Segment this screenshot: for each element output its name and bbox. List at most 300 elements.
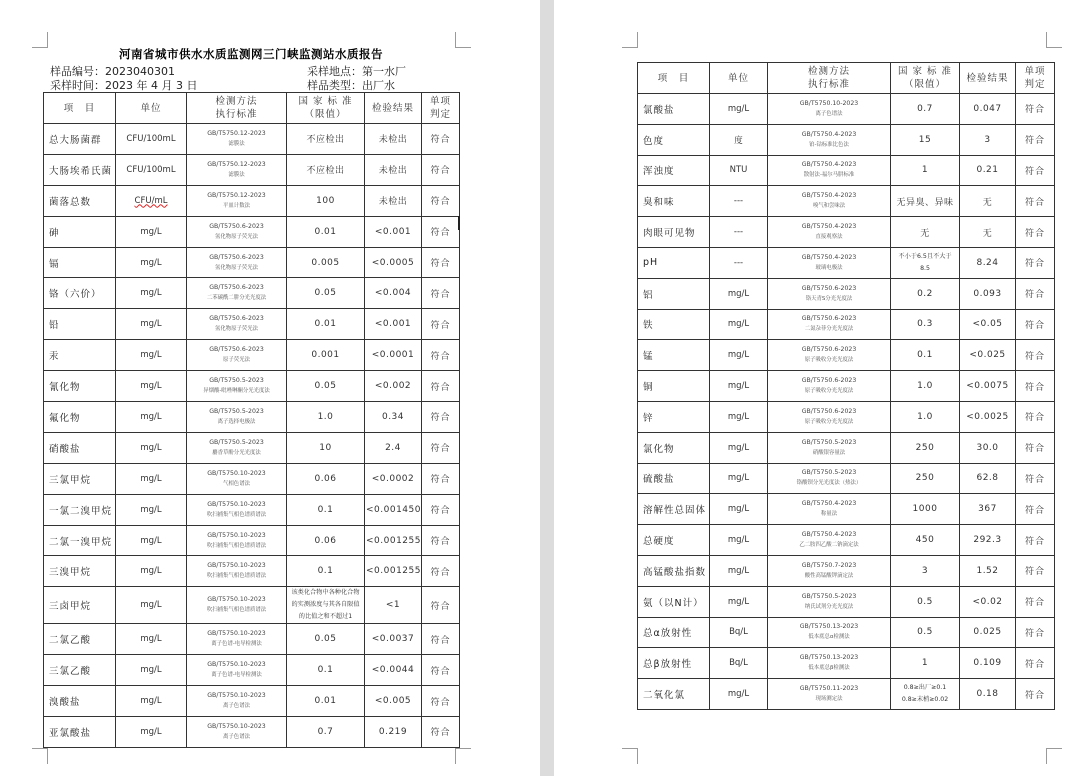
table-row — [44, 402, 460, 433]
table-row — [44, 556, 460, 587]
table-row — [638, 648, 1055, 679]
method-cell — [768, 586, 891, 617]
item-name-cell: 铝 — [638, 278, 710, 309]
result-cell: <0.001255 — [365, 525, 422, 556]
method-standard: GB/T5750.10-2023 — [207, 596, 266, 604]
unit-cell: --- — [710, 217, 768, 248]
verdict-cell: 符合 — [1016, 401, 1055, 432]
unit-cell: mg/L — [710, 679, 768, 710]
item-name-cell: 硫酸盐 — [638, 463, 710, 494]
verdict-cell: 符合 — [422, 278, 460, 309]
method-name: 铬天青S分光光度法 — [805, 295, 853, 302]
method-standard: GB/T5750.10-2023 — [207, 562, 266, 570]
limit-cell: 15 — [891, 124, 960, 155]
result-cell: <0.001255 — [365, 556, 422, 587]
table-row — [638, 494, 1055, 525]
limit-cell: 0.3 — [891, 309, 960, 340]
method-name: 氢化物原子荧光法 — [214, 264, 259, 271]
item-name-cell: 三氯乙酸 — [44, 655, 116, 686]
result-cell: <0.0001 — [365, 340, 422, 371]
unit-cell: mg/L — [710, 371, 768, 402]
method-name: 称量法 — [820, 511, 838, 518]
unit-cell: mg/L — [710, 555, 768, 586]
method-name: 纳氏试剂分光光度法 — [804, 603, 854, 610]
item-name-cell: 总大肠菌群 — [44, 124, 116, 155]
table-row — [638, 555, 1055, 586]
sample-number-value: 2023040301 — [105, 65, 175, 78]
unit-cell: mg/L — [710, 525, 768, 556]
unit-cell: mg/L — [116, 587, 187, 624]
method-cell — [187, 154, 287, 185]
method-name: 滤膜法 — [228, 140, 245, 147]
limit-cell: 0.2 — [891, 278, 960, 309]
unit-cell: CFU/mL — [116, 185, 187, 216]
unit-cell: mg/L — [116, 309, 187, 340]
table-header-row — [638, 63, 1055, 94]
verdict-cell: 符合 — [422, 556, 460, 587]
method-standard: GB/T5750.12-2023 — [207, 160, 266, 168]
limit-cell: 3 — [891, 555, 960, 586]
limit-cell: 0.1 — [891, 340, 960, 371]
water-quality-table-left — [43, 92, 460, 748]
method-name: 原子吸收分光光度法 — [804, 388, 854, 395]
unit-cell: CFU/100mL — [116, 124, 187, 155]
item-name-cell: 氰化物 — [44, 371, 116, 402]
method-name: 氢化物原子荧光法 — [214, 233, 259, 240]
result-cell: 0.047 — [960, 94, 1016, 125]
unit-cell: mg/L — [116, 686, 187, 717]
sample-type-value: 出厂水 — [362, 79, 395, 92]
item-name-cell: 铁 — [638, 309, 710, 340]
table-row — [44, 463, 460, 494]
method-name: 原子吸收分光光度法 — [804, 418, 854, 425]
method-cell — [768, 494, 891, 525]
method-cell — [187, 717, 287, 748]
result-cell: 8.24 — [960, 247, 1016, 278]
header-result: 检验结果 — [365, 93, 422, 124]
item-name-cell: 锌 — [638, 401, 710, 432]
verdict-cell: 符合 — [422, 432, 460, 463]
method-name: 二氮杂菲分光光度法 — [804, 326, 854, 333]
result-cell: 0.025 — [960, 617, 1016, 648]
item-name-cell: 氯化物 — [638, 432, 710, 463]
unit-cell: mg/L — [710, 586, 768, 617]
method-standard: GB/T5750.6-2023 — [801, 407, 857, 415]
unit-cell: mg/L — [710, 278, 768, 309]
limit-cell: 0.06 — [287, 463, 365, 494]
method-cell — [768, 555, 891, 586]
header-method: 检测方法 执行标准 — [768, 63, 891, 94]
method-name: 二苯碳酰二肼分光光度法 — [206, 295, 267, 302]
method-cell — [768, 463, 891, 494]
method-standard: GB/T5750.11-2023 — [799, 685, 859, 693]
table-row — [44, 717, 460, 748]
limit-cell: 不应检出 — [287, 154, 365, 185]
method-name: 低本底总β检测法 — [808, 665, 850, 672]
sample-number-label: 样品编号： — [50, 65, 105, 78]
method-cell — [768, 247, 891, 278]
limit-cell: 1.0 — [891, 401, 960, 432]
method-cell — [187, 216, 287, 247]
method-cell — [187, 686, 287, 717]
method-name: 麝香草酚分光光度法 — [212, 449, 261, 456]
header-unit: 单位 — [116, 93, 187, 124]
item-name-cell: 铜 — [638, 371, 710, 402]
item-name-cell: 一氯二溴甲烷 — [44, 494, 116, 525]
method-cell — [187, 432, 287, 463]
item-name-cell: 镉 — [44, 247, 116, 278]
result-cell: <0.0037 — [365, 624, 422, 655]
item-name-cell: 总硬度 — [638, 525, 710, 556]
limit-cell: 1.0 — [891, 371, 960, 402]
limit-cell: 1.0 — [287, 402, 365, 433]
verdict-cell: 符合 — [422, 463, 460, 494]
method-name: 原子荧光法 — [223, 357, 250, 364]
method-name: 玻璃电极法 — [815, 264, 843, 271]
limit-cell: 100 — [287, 185, 365, 216]
method-name: 吹扫捕集气相色谱质谱法 — [206, 511, 267, 518]
limit-cell: 0.1 — [287, 494, 365, 525]
method-standard: GB/T5750.5-2023 — [801, 592, 857, 600]
item-name-cell: 二氯乙酸 — [44, 624, 116, 655]
limit-cell: 0.7 — [891, 94, 960, 125]
method-cell — [187, 402, 287, 433]
table-row — [638, 124, 1055, 155]
item-name-cell: 大肠埃希氏菌 — [44, 154, 116, 185]
method-name: 吹扫捕集气相色谱质谱法 — [206, 573, 267, 580]
method-standard: GB/T5750.4-2023 — [801, 130, 857, 138]
method-name: 铂-钴标准比色法 — [809, 141, 849, 148]
header-verdict: 单项 判定 — [422, 93, 460, 124]
method-cell — [187, 278, 287, 309]
method-cell — [768, 217, 891, 248]
verdict-cell: 符合 — [422, 185, 460, 216]
sample-time-label: 采样时间： — [50, 79, 105, 92]
item-name-cell: 浑浊度 — [638, 155, 710, 186]
unit-cell: mg/L — [710, 94, 768, 125]
table-row — [638, 247, 1055, 278]
method-standard: GB/T5750.6-2023 — [209, 346, 264, 354]
sample-type-label: 样品类型： — [307, 79, 362, 92]
item-name-cell: 三卤甲烷 — [44, 587, 116, 624]
unit-cell: mg/L — [116, 371, 187, 402]
limit-cell: 0.01 — [287, 216, 365, 247]
method-standard: GB/T5750.10-2023 — [799, 99, 859, 107]
result-cell: <0.02 — [960, 586, 1016, 617]
method-standard: GB/T5750.13-2023 — [799, 623, 859, 631]
method-cell — [187, 624, 287, 655]
result-cell: 0.34 — [365, 402, 422, 433]
verdict-cell: 符合 — [1016, 617, 1055, 648]
limit-cell: 无 — [891, 217, 960, 248]
method-standard: GB/T5750.6-2023 — [801, 315, 857, 323]
table-row — [44, 432, 460, 463]
unit-cell: mg/L — [710, 494, 768, 525]
table-row — [44, 216, 460, 247]
result-cell: <0.0075 — [960, 371, 1016, 402]
item-name-cell: 三溴甲烷 — [44, 556, 116, 587]
verdict-cell: 符合 — [422, 371, 460, 402]
result-cell: 0.18 — [960, 679, 1016, 710]
method-standard: GB/T5750.4-2023 — [801, 161, 857, 169]
sample-location-label: 采样地点： — [307, 65, 362, 78]
unit-cell: mg/L — [116, 247, 187, 278]
unit-cell: mg/L — [116, 463, 187, 494]
method-name: 离子色谱法 — [223, 733, 250, 740]
table-row — [638, 432, 1055, 463]
item-name-cell: 二氯一溴甲烷 — [44, 525, 116, 556]
document-page-right — [554, 0, 1088, 776]
unit-cell: mg/L — [710, 309, 768, 340]
result-cell: <0.001450 — [365, 494, 422, 525]
method-name: 离子色谱-电导检测法 — [211, 641, 262, 648]
result-cell: 3 — [960, 124, 1016, 155]
result-cell: <0.002 — [365, 371, 422, 402]
limit-cell: 0.5 — [891, 617, 960, 648]
limit-cell: 250 — [891, 463, 960, 494]
header-unit: 单位 — [710, 63, 768, 94]
limit-cell: 不小于6.5且不大于8.5 — [891, 247, 960, 278]
verdict-cell: 符合 — [1016, 155, 1055, 186]
verdict-cell: 符合 — [1016, 432, 1055, 463]
method-standard: GB/T5750.10-2023 — [207, 722, 266, 730]
method-cell — [187, 463, 287, 494]
limit-cell: 1 — [891, 155, 960, 186]
table-row — [638, 463, 1055, 494]
method-name: 离子色谱法 — [815, 110, 843, 117]
verdict-cell: 符合 — [1016, 278, 1055, 309]
table-row — [44, 154, 460, 185]
method-name: 嗅气和尝味法 — [812, 203, 846, 210]
verdict-cell: 符合 — [1016, 463, 1055, 494]
item-name-cell: 总β放射性 — [638, 648, 710, 679]
method-standard: GB/T5750.4-2023 — [801, 500, 857, 508]
item-name-cell: 臭和味 — [638, 186, 710, 217]
method-standard: GB/T5750.10-2023 — [207, 661, 266, 669]
verdict-cell: 符合 — [1016, 494, 1055, 525]
verdict-cell: 符合 — [422, 402, 460, 433]
result-cell: <1 — [365, 587, 422, 624]
table-row — [638, 155, 1055, 186]
unit-cell: mg/L — [116, 278, 187, 309]
verdict-cell: 符合 — [422, 717, 460, 748]
method-cell — [187, 340, 287, 371]
verdict-cell: 符合 — [422, 494, 460, 525]
verdict-cell: 符合 — [1016, 217, 1055, 248]
item-name-cell: 硝酸盐 — [44, 432, 116, 463]
verdict-cell: 符合 — [1016, 679, 1055, 710]
method-cell — [768, 371, 891, 402]
result-cell: <0.05 — [960, 309, 1016, 340]
table-row — [44, 686, 460, 717]
table-row — [44, 247, 460, 278]
method-cell — [768, 94, 891, 125]
verdict-cell: 符合 — [422, 686, 460, 717]
method-cell — [187, 655, 287, 686]
unit-cell: NTU — [710, 155, 768, 186]
item-name-cell: 肉眼可见物 — [638, 217, 710, 248]
table-row — [44, 340, 460, 371]
verdict-cell: 符合 — [422, 587, 460, 624]
method-cell — [768, 525, 891, 556]
verdict-cell: 符合 — [422, 624, 460, 655]
result-cell: 62.8 — [960, 463, 1016, 494]
table-row — [44, 494, 460, 525]
verdict-cell: 符合 — [1016, 94, 1055, 125]
result-cell: 未检出 — [365, 185, 422, 216]
table-row — [638, 217, 1055, 248]
table-row — [638, 94, 1055, 125]
verdict-cell: 符合 — [1016, 309, 1055, 340]
method-cell — [768, 340, 891, 371]
table-row — [638, 679, 1055, 710]
unit-cell: mg/L — [116, 432, 187, 463]
limit-cell: 无异臭、异味 — [891, 186, 960, 217]
item-name-cell: 亚氯酸盐 — [44, 717, 116, 748]
method-cell — [187, 124, 287, 155]
unit-cell: mg/L — [116, 525, 187, 556]
verdict-cell: 符合 — [1016, 586, 1055, 617]
unit-cell: mg/L — [116, 494, 187, 525]
result-cell: 30.0 — [960, 432, 1016, 463]
table-row — [44, 124, 460, 155]
table-row — [638, 617, 1055, 648]
method-name: 乙二胺四乙酸二钠滴定法 — [799, 542, 859, 549]
sample-time — [50, 77, 197, 93]
verdict-cell: 符合 — [1016, 555, 1055, 586]
method-name: 离子选择电极法 — [217, 418, 256, 425]
crop-mark-bottom-right — [455, 748, 471, 764]
method-name: 原子吸收分光光度法 — [804, 357, 854, 364]
item-name-cell: 氯酸盐 — [638, 94, 710, 125]
unit-cell: mg/L — [116, 556, 187, 587]
method-name: 低本底总α检测法 — [808, 634, 850, 641]
item-name-cell: 三氯甲烷 — [44, 463, 116, 494]
sample-location-value: 第一水厂 — [362, 65, 406, 78]
table-row — [44, 525, 460, 556]
sample-time-value: 2023 年 4 月 3 日 — [105, 79, 198, 92]
method-cell — [768, 309, 891, 340]
header-limit: 国 家 标 准 （限值） — [891, 63, 960, 94]
item-name-cell: 总α放射性 — [638, 617, 710, 648]
result-cell: 无 — [960, 217, 1016, 248]
table-row — [638, 278, 1055, 309]
header-verdict: 单项 判定 — [1016, 63, 1055, 94]
item-name-cell: 高锰酸盐指数 — [638, 555, 710, 586]
method-standard: GB/T5750.7-2023 — [801, 561, 857, 569]
limit-cell: 1 — [891, 648, 960, 679]
result-cell: 0.21 — [960, 155, 1016, 186]
result-cell: <0.001 — [365, 216, 422, 247]
item-name-cell: 溴酸盐 — [44, 686, 116, 717]
method-name: 吹扫捕集气相色谱质谱法 — [206, 607, 267, 614]
table-row — [638, 586, 1055, 617]
unit-cell: --- — [710, 186, 768, 217]
result-cell: <0.001 — [365, 309, 422, 340]
unit-cell: mg/L — [710, 401, 768, 432]
method-name: 氢化物原子荧光法 — [214, 326, 259, 333]
result-cell: 无 — [960, 186, 1016, 217]
method-standard: GB/T5750.4-2023 — [801, 531, 857, 539]
document-page-left — [0, 0, 540, 776]
method-cell — [187, 494, 287, 525]
unit-cell: mg/L — [116, 655, 187, 686]
limit-cell: 0.06 — [287, 525, 365, 556]
table-row — [44, 278, 460, 309]
method-standard: GB/T5750.5-2023 — [209, 438, 264, 446]
limit-cell: 该类化合物中各种化合物的实测浓度与其各自限值的比值之和不超过1 — [287, 587, 365, 624]
table-row — [638, 340, 1055, 371]
unit-cell: --- — [710, 247, 768, 278]
limit-cell: 0.05 — [287, 278, 365, 309]
item-name-cell: 砷 — [44, 216, 116, 247]
method-name: 离子色谱-电导检测法 — [211, 672, 262, 679]
unit-cell: mg/L — [116, 340, 187, 371]
verdict-cell: 符合 — [1016, 124, 1055, 155]
method-standard: GB/T5750.6-2023 — [209, 253, 264, 261]
method-name: 异烟酸-吡唑啉酮分光光度法 — [203, 388, 270, 395]
item-name-cell: 氨（以N计） — [638, 586, 710, 617]
method-standard: GB/T5750.12-2023 — [207, 129, 266, 137]
method-standard: GB/T5750.5-2023 — [801, 469, 857, 477]
result-cell: <0.004 — [365, 278, 422, 309]
method-cell — [187, 371, 287, 402]
table-row — [638, 371, 1055, 402]
unit-cell: Bq/L — [710, 648, 768, 679]
unit-cell: 度 — [710, 124, 768, 155]
verdict-cell: 符合 — [422, 655, 460, 686]
method-standard: GB/T5750.6-2023 — [801, 284, 857, 292]
method-standard: GB/T5750.10-2023 — [207, 630, 266, 638]
method-standard: GB/T5750.5-2023 — [209, 377, 264, 385]
limit-cell: 250 — [891, 432, 960, 463]
limit-cell: 0.005 — [287, 247, 365, 278]
verdict-cell: 符合 — [1016, 186, 1055, 217]
item-name-cell: 汞 — [44, 340, 116, 371]
result-cell: <0.0005 — [365, 247, 422, 278]
crop-mark-bottom-left — [622, 748, 638, 764]
table-row — [638, 525, 1055, 556]
unit-cell: Bq/L — [710, 617, 768, 648]
verdict-cell: 符合 — [1016, 247, 1055, 278]
result-cell: <0.0044 — [365, 655, 422, 686]
result-cell: 367 — [960, 494, 1016, 525]
method-cell — [768, 679, 891, 710]
limit-cell: 0.05 — [287, 371, 365, 402]
table-row — [638, 309, 1055, 340]
header-result: 检验结果 — [960, 63, 1016, 94]
table-row — [638, 401, 1055, 432]
item-name-cell: 锰 — [638, 340, 710, 371]
method-standard: GB/T5750.4-2023 — [801, 223, 857, 231]
table-row — [44, 371, 460, 402]
method-standard: GB/T5750.6-2023 — [801, 377, 857, 385]
verdict-cell: 符合 — [422, 216, 460, 247]
limit-cell: 10 — [287, 432, 365, 463]
item-name-cell: 溶解性总固体 — [638, 494, 710, 525]
result-cell: 1.52 — [960, 555, 1016, 586]
unit-cell: CFU/100mL — [116, 154, 187, 185]
result-cell: <0.005 — [365, 686, 422, 717]
unit-cell: mg/L — [710, 432, 768, 463]
unit-cell: mg/L — [116, 717, 187, 748]
page-gutter — [540, 0, 554, 776]
header-item: 项 目 — [44, 93, 116, 124]
limit-cell: 0.001 — [287, 340, 365, 371]
table-row — [44, 309, 460, 340]
unit-cell: mg/L — [710, 463, 768, 494]
method-standard: GB/T5750.6-2023 — [801, 346, 857, 354]
